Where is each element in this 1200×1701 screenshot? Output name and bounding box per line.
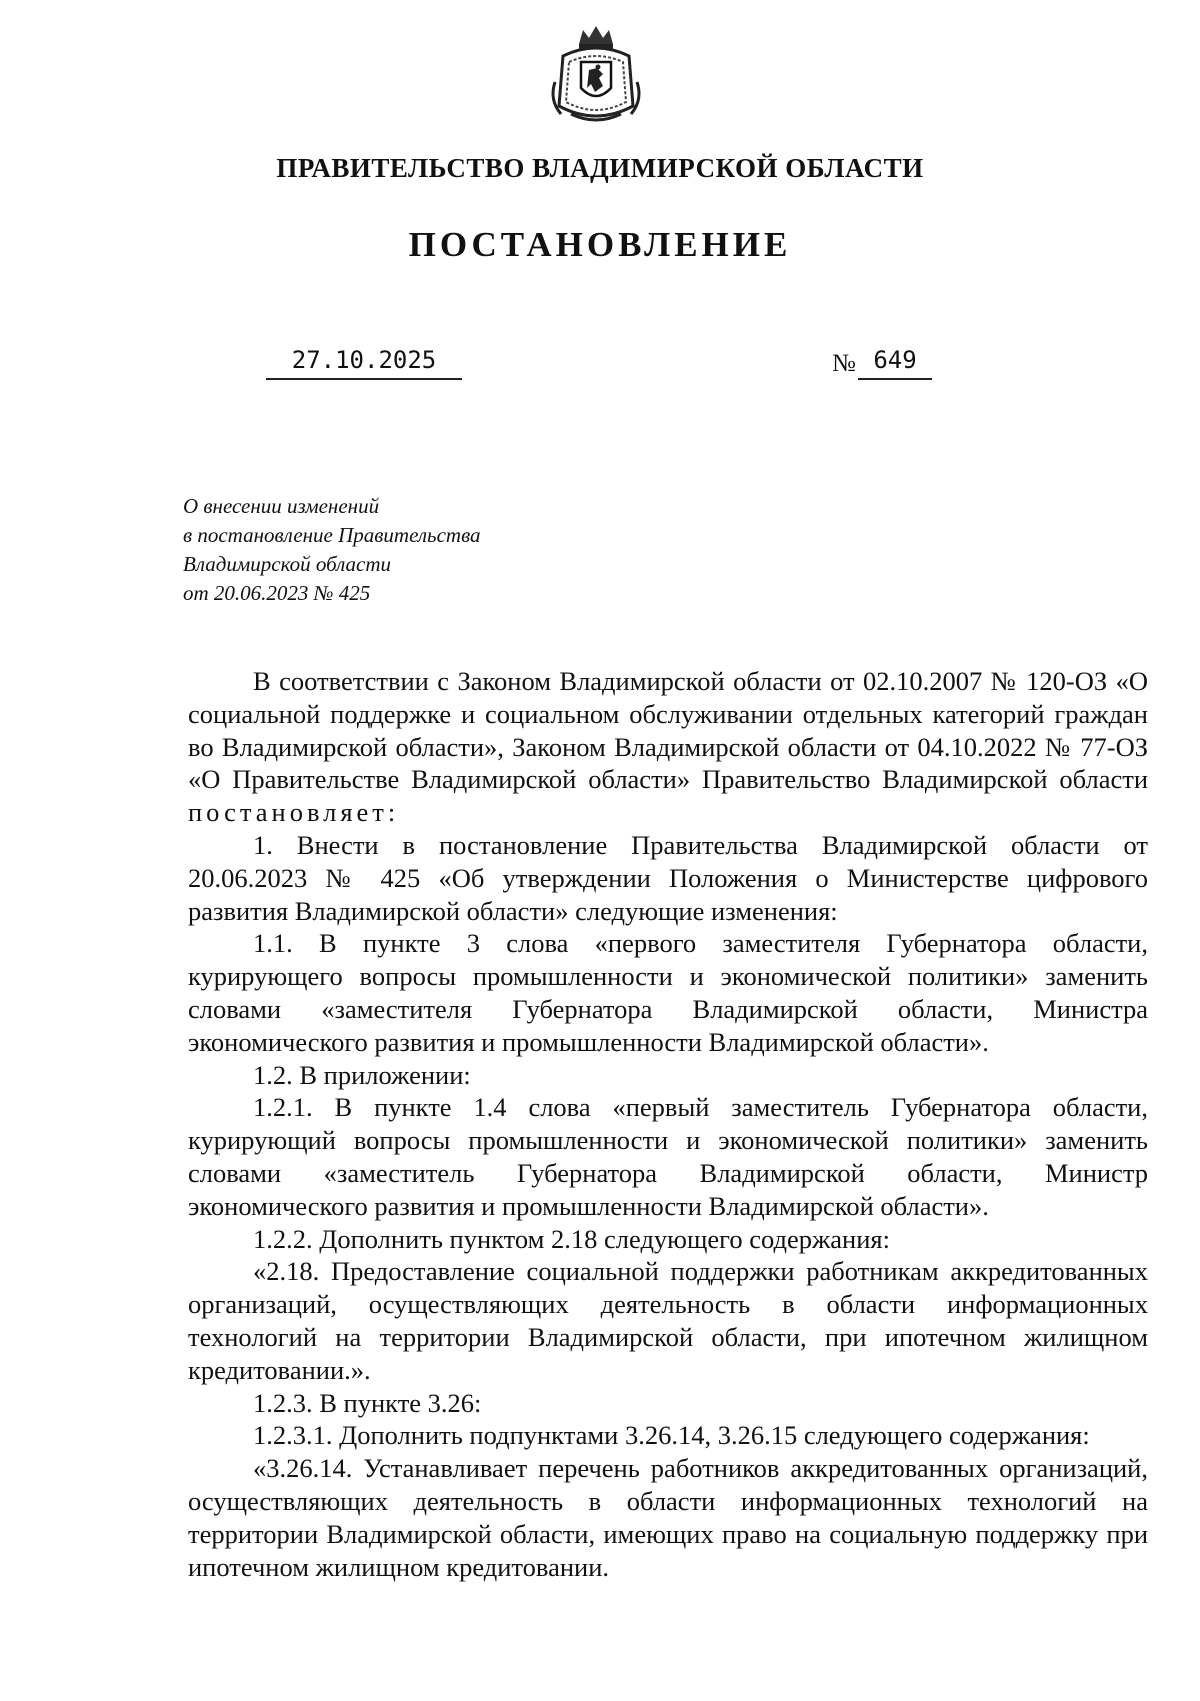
paragraph-1-2-1: 1.2.1. В пункте 1.4 слова «первый заместитель Губернатора области, курирующий вопросы промышленности и экономической политики» заменить словами «заместитель Губернатора Владимирской области, Министр экономического развития и промышленности Владимирской области».: [188, 1092, 1148, 1221]
paragraph-1-2-3: 1.2.3. В пункте 3.26:: [253, 1387, 482, 1418]
document-subject: [183, 492, 481, 608]
government-name: ПРАВИТЕЛЬСТВО ВЛАДИМИРСКОЙ ОБЛАСТИ: [276, 153, 924, 183]
preamble-paragraph: [188, 665, 1148, 829]
number-sign: №: [832, 350, 856, 377]
document-type: ПОСТАНОВЛЕНИЕ: [408, 225, 792, 264]
subject-line: О внесении изменений: [183, 494, 380, 518]
paragraph-2-18: «2.18. Предоставление социальной поддержки работникам аккредитованных организаций, осуществляющих деятельность в области информационных технологий на территории Владимирской области, при ипотечном жилищном кредитовании.».: [188, 1256, 1148, 1385]
document-date: 27.10.2025: [266, 346, 462, 380]
document-number: 649: [858, 346, 932, 380]
paragraph-1: 1. Внести в постановление Правительства Владимирской области от 20.06.2023 № 425 «Об утверждении Положения о Министерстве цифрового развития Владимирской области» следующие изменения:: [188, 829, 1148, 926]
paragraph-3-26-14: «3.26.14. Устанавливает перечень работников аккредитованных организаций, осуществляющих деятельность в области информационных технологий на территории Владимирской области, имеющих право на социальную поддержку при ипотечном жилищном кредитовании.: [188, 1453, 1148, 1582]
subject-line: Владимирской области: [183, 552, 392, 576]
subject-line: в постановление Правительства: [183, 523, 481, 547]
resolves-word: постановляет:: [188, 797, 400, 828]
paragraph-1-2-2: 1.2.2. Дополнить пунктом 2.18 следующего содержания:: [253, 1223, 890, 1254]
paragraph-1-2-3-1: 1.2.3.1. Дополнить подпунктами 3.26.14, 3.26.15 следующего содержания:: [253, 1420, 1090, 1451]
document-body: [188, 665, 1148, 1583]
paragraph-1-1: 1.1. В пункте 3 слова «первого заместителя Губернатора области, курирующего вопросы промышленности и экономической политики» заменить словами «заместителя Губернатора Владимирской области, Министра экономического развития и промышленности Владимирской области».: [188, 928, 1148, 1057]
paragraph-1-2: 1.2. В приложении:: [253, 1059, 471, 1090]
preamble-text: В соответствии с Законом Владимирской области от 02.10.2007 № 120-ОЗ «О социальной поддержке и социальном обслуживании отдельных категорий граждан во Владимирской области», Законом Владимирской области от 04.10.2022 № 77-ОЗ «О Правительстве Владимирской области» Правительство Владимирской области: [188, 666, 1148, 795]
subject-line: от 20.06.2023 № 425: [183, 581, 371, 605]
coat-of-arms-emblem: [541, 22, 651, 128]
